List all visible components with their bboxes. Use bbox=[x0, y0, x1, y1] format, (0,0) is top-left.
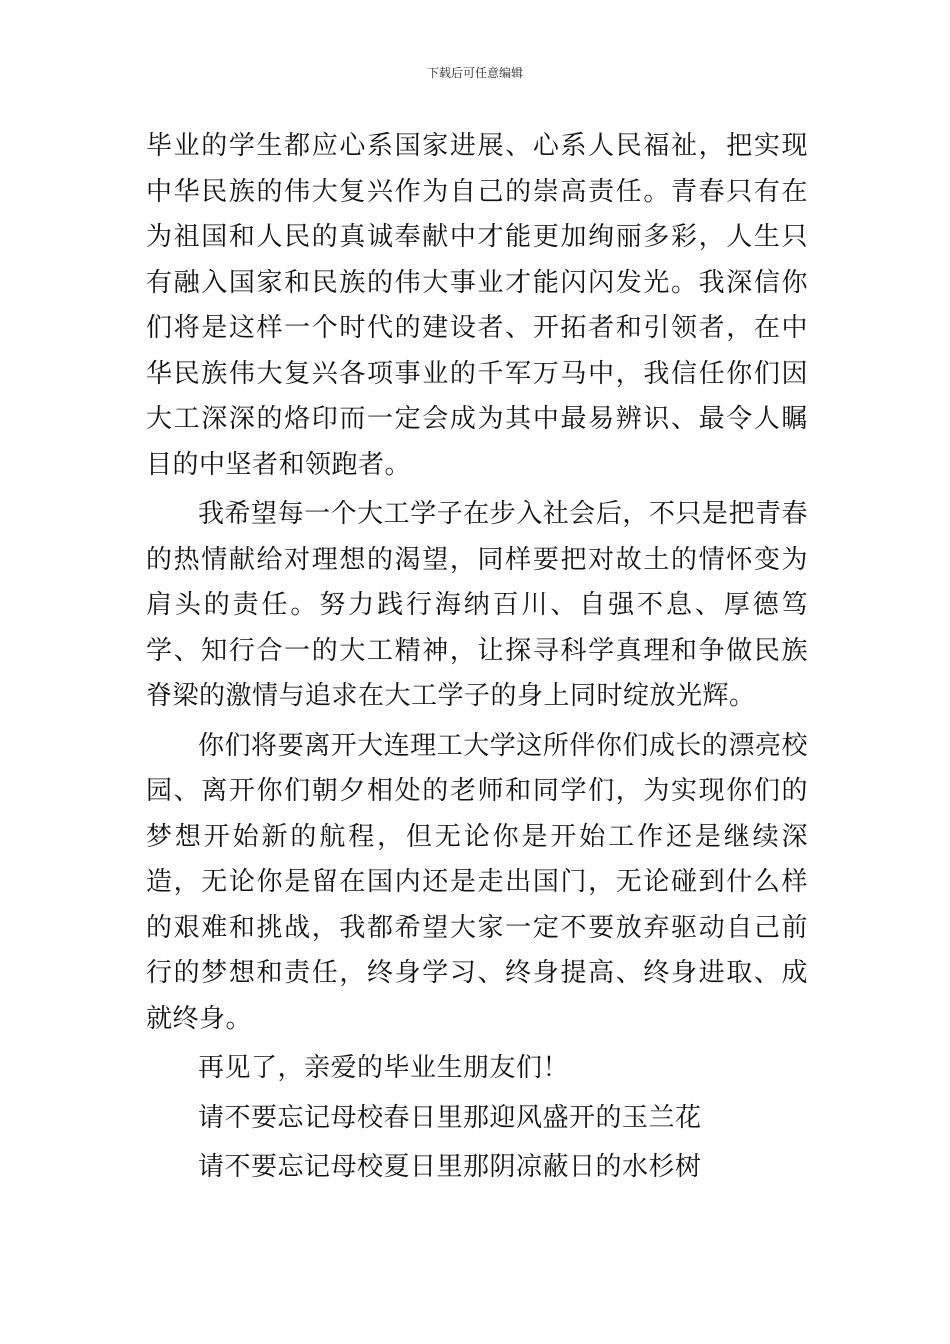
poem-line-1: 请不要忘记母校春日里那迎风盛开的玉兰花 bbox=[198, 1102, 702, 1133]
page-header: 下载后可任意编辑 bbox=[426, 66, 523, 80]
paragraph-3: 你们将要离开大连理工大学这所伴你们成长的漂亮校园、离开你们朝夕相处的老师和同学们，为实现你们的梦想开始新的航程，但无论你是开始工作还是继续深造，无论你是留在国内还是走出国门，无论碰到什么样的艰难和挑战，我都希望大家一定不要放弃驱动自己前行的梦想和责任，终身学习、终身提高、终身进取、成就终身。 bbox=[146, 730, 808, 1034]
paragraph-1: 毕业的学生都应心系国家进展、心系人民福祉，把实现中华民族的伟大复兴作为自己的崇高责任。青春只有在为祖国和人民的真诚奉献中才能更加绚丽多彩，人生只有融入国家和民族的伟大事业才能闪闪发光。我深信你们将是这样一个时代的建设者、开拓者和引领者，在中华民族伟大复兴各项事业的千军万马中，我信任你们因大工深深的烙印而一定会成为其中最易辨识、最令人瞩目的中坚者和领跑者。 bbox=[146, 131, 808, 480]
paragraph-2: 我希望每一个大工学子在步入社会后，不只是把青春的热情献给对理想的渴望，同样要把对故土的情怀变为肩头的责任。努力践行海纳百川、自强不息、厚德笃学、知行合一的大工精神，让探寻科学真理和争做民族脊梁的激情与追求在大工学子的身上同时绽放光辉。 bbox=[146, 499, 808, 711]
document-body bbox=[146, 124, 808, 1191]
poem-line-2: 请不要忘记母校夏日里那阴凉蔽日的水杉树 bbox=[198, 1152, 702, 1182]
farewell-line: 再见了，亲爱的毕业生朋友们！ bbox=[198, 1053, 570, 1083]
